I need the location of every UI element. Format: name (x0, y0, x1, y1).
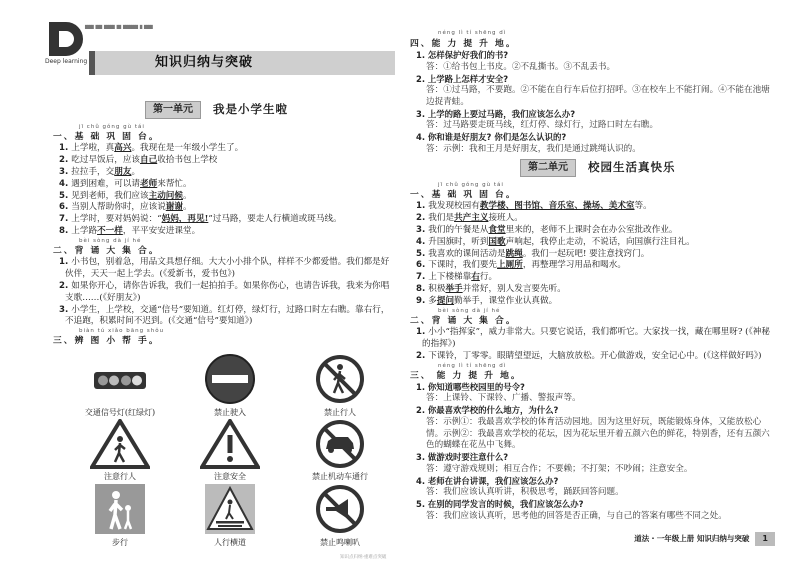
unit1-tag: 第一单元 (145, 101, 201, 119)
item-text: 拉拉手，交 (71, 166, 115, 177)
u2s3-heading: 三、 能 力 提 升 地。 (410, 370, 522, 381)
list-item (410, 296, 772, 308)
s2-heading: 二、背 诵 大 集 合。 (53, 246, 160, 256)
list-item (53, 257, 395, 281)
list-item (410, 249, 772, 261)
list-item (53, 214, 395, 226)
item-keyword: 妈妈，再见! (161, 214, 209, 225)
list-item (53, 202, 395, 214)
item-number: 4. (59, 178, 72, 189)
sign-crosswalk (175, 483, 285, 548)
left-column (45, 18, 395, 548)
u1-s4-list (410, 50, 772, 156)
item-number: 7. (416, 272, 429, 283)
u1-s1-list (53, 143, 395, 238)
item-keyword: 高兴 (114, 143, 132, 154)
list-item (410, 327, 772, 351)
bottom-note: 知识点归纳·重难点突破 (340, 555, 387, 560)
item-number: 2. (416, 350, 429, 361)
footer-text: 道法・一年级上册 知识归纳与突破 (634, 533, 750, 543)
item-text: 小小“指挥家”，威力非常大。只要它说话，我们都听它。大家找一找，藏在哪里呀? (《神秘的指挥》) (422, 326, 770, 349)
sign-watch-pedestrian (65, 419, 175, 482)
item-number: 3. (59, 166, 72, 177)
s4-heading: 四、能 力 提 升 地。 (410, 39, 517, 49)
u2s1-pinyin: jī chǔ gǒng gù tái (438, 182, 504, 188)
item-text: 收拾书包上学校 (157, 154, 218, 165)
item-number: 3. (59, 304, 72, 315)
unit1-body (53, 124, 395, 347)
list-item (410, 351, 772, 363)
item-text: 上下楼梯靠 (428, 272, 472, 283)
item-text: 。 (183, 202, 192, 213)
no-entry-icon (200, 353, 260, 405)
item-text: 声响起，我停止走动，不说话，向国旗行注目礼。 (505, 236, 695, 247)
item-keyword: 朋友 (114, 166, 132, 177)
item-number: 1. (59, 143, 72, 154)
list-item (53, 143, 395, 155)
item-keyword: 主动问候 (148, 190, 183, 201)
brand-name: Deep learning (45, 58, 88, 65)
sign-label: 禁止行人 (324, 408, 356, 417)
sign-no-entry (175, 353, 285, 418)
item-number: 4. (416, 236, 429, 247)
item-number: 3. (416, 224, 429, 235)
item-text: 上学时，要对妈妈说：“ (71, 214, 162, 225)
question: 3. 上学的路上要过马路，我们应该怎么办? (416, 108, 576, 119)
s4-pinyin: néng lì tí shēng dì (438, 30, 507, 36)
item-text: 。我现在是一年级小学生了。 (131, 143, 244, 154)
item-keyword: 老师 (140, 178, 158, 189)
answer: 答：我们应该认真听讲，积极思考，踊跃回答问题。 (426, 487, 624, 498)
unit2-title: 校园生活真快乐 (588, 160, 676, 175)
sign-label: 注意安全 (214, 472, 246, 481)
s1-pinyin: jī chǔ gǒng gù tái (79, 124, 145, 130)
crosswalk-icon (204, 483, 256, 535)
question: 4. 老师在讲台讲课，我们应该怎么办? (416, 475, 559, 486)
sign-label: 人行横道 (214, 538, 246, 547)
u1-s2-list (53, 257, 395, 328)
sign-grid (65, 353, 395, 548)
question: 3. 做游戏时要注意什么? (416, 452, 509, 463)
item-keyword: 教学楼、图书馆、音乐室、操场、美术室 (479, 201, 635, 212)
header-meta: ▇▇▇▇ ▇▇▇ ▇▇▇▇▇ ▇▇ ▇▇▇▇▇▇▇ ▇ ▇▇▇▇ (85, 24, 153, 29)
walk-icon (94, 483, 146, 535)
u2s2-pinyin: bèi sòng dà jí hé (438, 307, 501, 314)
item-number: 7. (59, 214, 72, 225)
u2-s1-list (410, 201, 772, 308)
item-text: 我们的午餐是从 (428, 224, 489, 235)
item-number: 8. (59, 226, 72, 237)
sign-label: 交通信号灯(红绿灯) (84, 408, 156, 417)
item-text: 。 (183, 190, 192, 201)
item-text: ，平平安安进课堂。 (122, 226, 201, 237)
item-text: ”过马路，要走人行横道或斑马线。 (208, 214, 342, 225)
item-text: 如果你开心，请你告诉我，我们一起拍拍手。如果你伤心，也请告诉我，我来为你唱支歌……(《好朋友》) (65, 280, 390, 303)
item-number: 8. (416, 284, 429, 295)
item-number: 5. (59, 190, 72, 201)
sign-label: 禁止鸣喇叭 (320, 538, 360, 547)
answer: 答：示例①：我最喜欢学校的体育活动园地。因为这里好玩，既能锻炼身体，又能放松心情。示例②：我最喜欢学校的花坛，因为花坛里开着五颜六色的鲜花，特别香，还有五颜六色的蝴蝶在花丛中飞舞。 (426, 416, 770, 451)
item-number: 6. (416, 260, 429, 271)
item-keyword: 自己 (140, 154, 158, 165)
list-item (410, 237, 772, 249)
item-number: 2. (59, 154, 72, 165)
answer: 答：我们应该认真听，思考他的回答是否正确，与自己的答案有哪些不同之处。 (426, 510, 727, 521)
answer: 答：示例：我和王月是好朋友，我们是通过跳绳认识的。 (426, 143, 641, 154)
item-text: 我喜欢的课间活动是 (428, 248, 506, 259)
list-item (410, 201, 772, 213)
item-number: 9. (416, 296, 429, 306)
item-text: 积极 (428, 284, 446, 295)
list-item (53, 226, 395, 238)
sign-label: 步行 (112, 538, 128, 547)
u2-s3-list (410, 382, 772, 523)
list-item (410, 284, 772, 296)
logo-mark (49, 22, 83, 56)
traffic-light-icon (80, 353, 160, 405)
item-number: 5. (416, 248, 429, 259)
item-text: 见到老师，我们应该 (71, 190, 149, 201)
sign-caution (175, 419, 285, 482)
no-vehicle-icon (310, 419, 370, 469)
item-keyword: 提问 (436, 296, 455, 306)
caution-icon (200, 419, 260, 469)
sign-walk (65, 483, 175, 548)
item-text: 我发现校园有 (428, 201, 480, 212)
right-column (410, 30, 772, 546)
item-text: 小学生，上学校，交通“信号”要知道。红灯停，绿灯行，过路口时左右瞧。靠右行，不追跑，积累时间不迟到。(《交通“信号”要知道》) (65, 304, 390, 327)
sign-label: 禁止机动车通行 (312, 472, 368, 481)
item-text: 勤举手，课堂作业认真做。 (454, 296, 558, 306)
item-text: 上学啦，真 (71, 143, 115, 154)
item-text: 小书包，别着急，用品文具想仔细。大大小小排个队，样样不少都爱惜。我们都是好伙伴，天天一起上学去。(《爱新书，爱书包》) (65, 257, 390, 279)
s2-pinyin: bèi sòng dà jí hé (79, 238, 142, 244)
question: 4. 你和谁是好朋友? 你们是怎么认识的? (416, 132, 567, 143)
item-text: 吃过早饭后，应该 (71, 154, 141, 165)
item-text: 行。 (479, 272, 498, 283)
item-keyword: 国歌 (488, 236, 506, 247)
item-text: 多 (428, 296, 437, 306)
item-text: 我们是 (428, 212, 455, 223)
item-keyword: 共产主义 (454, 212, 489, 223)
item-text: 里来的，老师不上课时会在办公室批改作业。 (505, 224, 678, 235)
banner-title: 知识归纳与突破 (155, 55, 254, 70)
sign-label: 注意行人 (104, 472, 136, 481)
item-text: 下课铃，丁零零。眼睛望望远，大脑放放松。开心做游戏，安全记心中。(《这样做好吗》) (428, 350, 762, 361)
sign-label: 禁止驶入 (214, 408, 246, 417)
item-keyword: 不一样 (97, 226, 123, 237)
item-keyword: 谢谢 (165, 202, 183, 213)
list-item (53, 167, 395, 179)
s1-heading: 一、基 础 巩 固 台。 (53, 132, 160, 142)
list-item (53, 179, 395, 191)
item-number: 2. (59, 280, 72, 291)
page-number: 1 (755, 532, 775, 545)
answer: 答：上课铃、下课铃、广播、警报声等。 (426, 393, 581, 404)
item-text: 升国旗时，听到 (428, 236, 489, 247)
question: 1. 怎样保护好我们的书? (416, 50, 509, 61)
list-item (53, 305, 395, 329)
s3-pinyin: biàn tú xiǎo bāng shǒu (79, 328, 165, 335)
list-item (53, 191, 395, 203)
question: 2. 你最喜欢学校的什么地方，为什么? (416, 405, 559, 416)
item-text: 接班人。 (488, 212, 523, 223)
item-keyword: 跳绳 (505, 248, 523, 259)
item-text: 。 (131, 166, 141, 177)
item-text: 当别人帮助你时，应该说 (71, 202, 166, 213)
question: 5. 在别的同学发言的时候，我们应该怎么办? (416, 499, 584, 510)
list-item (53, 155, 395, 167)
item-number: 1. (59, 257, 72, 268)
item-number: 1. (416, 201, 429, 212)
sign-no-vehicle (285, 419, 395, 482)
answer: 答：①给书包上书皮。②不乱撕书。③不乱丢书。 (426, 61, 616, 72)
unit2-header (520, 158, 676, 178)
unit2-body (410, 182, 772, 523)
sign-no-pedestrian (285, 353, 395, 418)
item-text: 上学路 (71, 226, 98, 237)
item-keyword: 举手 (445, 284, 463, 295)
item-text: 并常好，别人发言要先听。 (462, 284, 566, 295)
item-keyword: 右 (471, 272, 480, 283)
no-horn-icon (310, 483, 370, 535)
question: 1. 你知道哪些校园里的号令? (416, 381, 525, 392)
item-number: 2. (416, 212, 429, 223)
item-keyword: 食堂 (488, 224, 506, 235)
question: 2. 上学路上怎样才安全? (416, 73, 509, 84)
s3-heading: 三、辨 图 小 帮 手。 (53, 336, 160, 347)
title-banner (89, 51, 395, 75)
page-footer (605, 531, 775, 547)
item-number: 6. (59, 202, 72, 213)
list-item (410, 272, 772, 284)
unit1-s4 (410, 38, 772, 156)
answer: 答：过马路要走斑马线，红灯停、绿灯行，过路口时左右瞧。 (426, 120, 659, 131)
item-text: 遇到困难，可以请 (71, 178, 141, 189)
u2s1-heading: 一、基 础 巩 固 台。 (410, 190, 517, 200)
u2s2-heading: 二、背 诵 大 集 合。 (410, 315, 517, 326)
list-item (53, 281, 395, 305)
unit2-tag: 第二单元 (520, 159, 576, 177)
answer: 答：①过马路，不要跑。②不能在自行车后位打招呼。③在校车上不能打闹。④不能在池塘边捉青蛙。 (426, 85, 770, 108)
sign-no-horn (285, 483, 395, 548)
item-text: ，再整理学习用品和喝水。 (522, 260, 626, 271)
list-item (410, 260, 772, 272)
item-text: 等。 (634, 201, 652, 212)
u2-s2-list (410, 327, 772, 363)
unit1-title: 我是小学生啦 (213, 102, 288, 117)
item-text: 来帮忙。 (157, 178, 192, 189)
item-text: 下课时，我们要先 (428, 260, 498, 271)
watch-pedestrian-icon (90, 419, 150, 469)
list-item (410, 213, 772, 225)
answer: 答：遵守游戏规则；相互合作；不要赖；不打架；不吵闹；注意安全。 (426, 463, 693, 474)
sign-traffic-light (65, 353, 175, 418)
item-keyword: 上厕所 (497, 260, 523, 271)
no-pedestrian-icon (310, 353, 370, 405)
list-item (410, 225, 772, 237)
u2s3-pinyin: néng lì tí shēng dì (438, 362, 507, 369)
unit1-header (145, 100, 288, 120)
item-number: 1. (416, 326, 429, 337)
item-text: 。我们一起玩吧! 要注意找窍门。 (522, 248, 650, 259)
